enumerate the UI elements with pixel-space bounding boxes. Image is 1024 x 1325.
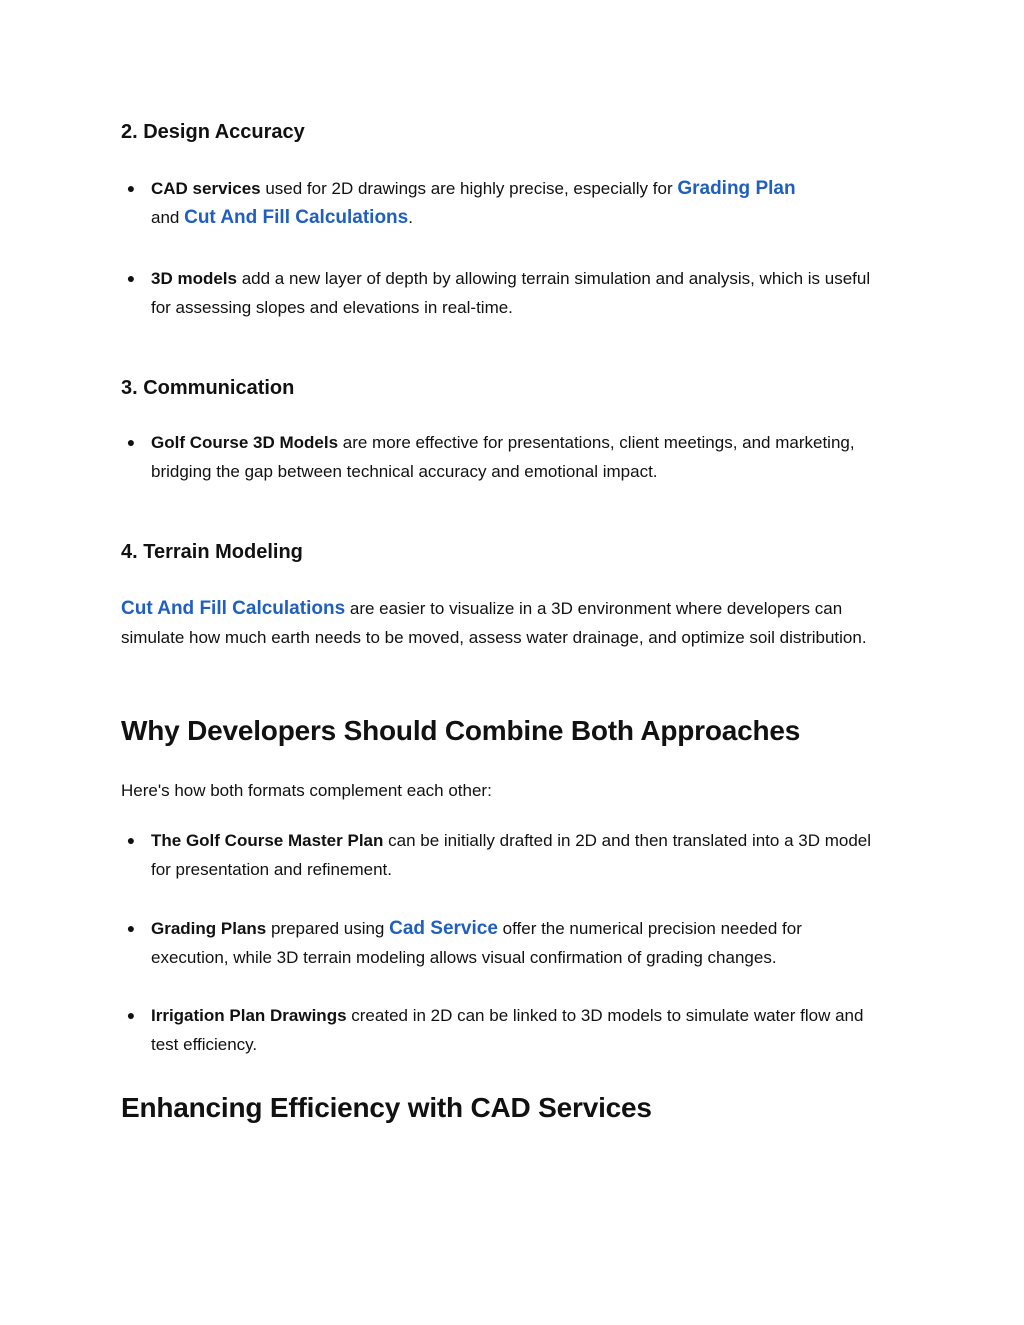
item-text: prepared using [266,919,390,938]
link-grading-plan[interactable]: Grading Plan [677,178,796,199]
item-text: add a new layer of depth by allowing terrain simulation and analysis, which is useful for assessing slopes and elevations in real-time. [151,269,871,317]
bullet-dot: ● [126,270,136,286]
item-text: created in 2D can be linked to 3D models to simulate water flow and test efficiency. [151,1006,864,1054]
item-text: used for 2D drawings are highly precise, especially for [260,179,678,198]
link-cut-and-fill-calculations[interactable]: Cut And Fill Calculations [121,598,346,619]
intro-paragraph: Here's how both formats complement each other: [121,781,492,800]
list-item [126,914,881,972]
bold-term: Golf Course 3D Models [151,433,339,452]
list-item [126,264,881,322]
bullet-dot: ● [126,1007,136,1023]
section-heading-enhancing-efficiency: Enhancing Efficiency with CAD Services [121,1092,652,1123]
item-text: . [408,208,413,227]
bold-term: Grading Plans [151,919,267,938]
bold-term: CAD services [151,179,261,198]
section-heading-terrain-modeling: 4. Terrain Modeling [121,541,303,563]
bullet-dot: ● [126,180,136,196]
bullet-dot: ● [126,832,136,848]
bold-term: Irrigation Plan Drawings [151,1006,347,1025]
item-text: can be initially drafted in 2D and then translated into a 3D model for presentation and refinement. [151,831,872,879]
paragraph-text: are easier to visualize in a 3D environment where developers can simulate how much earth needs to be moved, assess water drainage, and optimize soil distribution. [121,599,867,647]
list-item [126,428,881,486]
bullet-dot: ● [126,434,136,450]
section-heading-design-accuracy: 2. Design Accuracy [121,121,305,143]
section-heading-communication: 3. Communication [121,377,295,399]
item-text: and [151,208,185,227]
item-text: are more effective for presentations, client meetings, and marketing, bridging the gap between technical accuracy and emotional impact. [151,433,855,481]
list-item [126,826,881,884]
link-cut-and-fill-calculations[interactable]: Cut And Fill Calculations [184,207,409,228]
terrain-paragraph [121,594,901,652]
bold-term: 3D models [151,269,237,288]
section-heading-why-combine: Why Developers Should Combine Both Approaches [121,715,801,746]
bold-term: The Golf Course Master Plan [151,831,384,850]
item-text: offer the numerical precision needed for execution, while 3D terrain modeling allows visual confirmation of grading changes. [151,919,802,967]
list-item [126,174,881,232]
link-cad-service[interactable]: Cad Service [389,918,498,939]
list-item [126,1001,881,1059]
bullet-dot: ● [126,920,136,936]
